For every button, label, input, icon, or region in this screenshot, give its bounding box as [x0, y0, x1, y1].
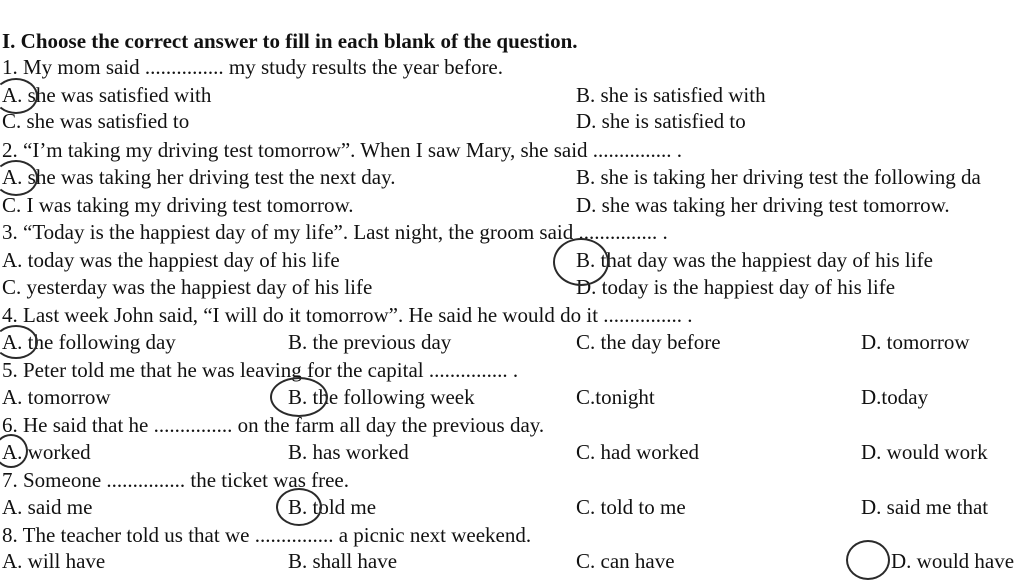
question-1-option-b[interactable]: B. she is satisfied with [576, 83, 766, 107]
question-4-stem: 4. Last week John said, “I will do it tomorrow”. He said he would do it ............... . [2, 303, 693, 327]
question-6-stem: 6. He said that he ............... on the farm all day the previous day. [2, 413, 545, 437]
question-2-option-d[interactable]: D. she was taking her driving test tomorrow. [576, 193, 950, 217]
question-8-option-d[interactable]: D. would have [891, 549, 1015, 573]
question-4-option-d[interactable]: D. tomorrow [861, 330, 970, 354]
question-2-option-c[interactable]: C. I was taking my driving test tomorrow. [2, 193, 354, 217]
question-6-option-a[interactable]: A. worked [2, 440, 91, 464]
page-title: I. Choose the correct answer to fill in each blank of the question. [2, 29, 578, 53]
question-2-option-a[interactable]: A. she was taking her driving test the next day. [2, 165, 396, 189]
question-3-option-d[interactable]: D. today is the happiest day of his life [576, 275, 896, 299]
question-5-stem: 5. Peter told me that he was leaving for the capital ............... . [2, 358, 519, 382]
question-6-option-b[interactable]: B. has worked [288, 440, 409, 464]
question-5-option-b[interactable]: B. the following week [288, 385, 475, 409]
question-3-option-b[interactable]: B. that day was the happiest day of his life [576, 248, 933, 272]
question-1-stem: 1. My mom said ............... my study results the year before. [2, 55, 504, 79]
question-2-stem: 2. “I’m taking my driving test tomorrow”. When I saw Mary, she said ............... . [2, 138, 683, 162]
question-8-option-c[interactable]: C. can have [576, 549, 675, 573]
question-7-stem: 7. Someone ............... the ticket was free. [2, 468, 349, 492]
question-3-stem: 3. “Today is the happiest day of my life”. Last night, the groom said ............... . [2, 220, 668, 244]
question-5-option-a[interactable]: A. tomorrow [2, 385, 111, 409]
question-1-option-d[interactable]: D. she is satisfied to [576, 109, 746, 133]
question-8-option-b[interactable]: B. shall have [288, 549, 398, 573]
question-7-option-b[interactable]: B. told me [288, 495, 377, 519]
question-4-option-c[interactable]: C. the day before [576, 330, 721, 354]
question-3-option-c[interactable]: C. yesterday was the happiest day of his life [2, 275, 373, 299]
question-4-option-b[interactable]: B. the previous day [288, 330, 452, 354]
question-1-option-c[interactable]: C. she was satisfied to [2, 109, 190, 133]
question-7-option-d[interactable]: D. said me that [861, 495, 989, 519]
question-6-option-c[interactable]: C. had worked [576, 440, 700, 464]
question-1-option-a[interactable]: A. she was satisfied with [2, 83, 212, 107]
question-6-option-d[interactable]: D. would work [861, 440, 988, 464]
question-2-option-b[interactable]: B. she is taking her driving test the following da [576, 165, 981, 189]
question-3-option-a[interactable]: A. today was the happiest day of his life [2, 248, 340, 272]
question-8-stem: 8. The teacher told us that we ............... a picnic next weekend. [2, 523, 532, 547]
question-7-option-a[interactable]: A. said me [2, 495, 93, 519]
question-8-option-a[interactable]: A. will have [2, 549, 106, 573]
question-7-option-c[interactable]: C. told to me [576, 495, 686, 519]
question-5-option-c[interactable]: C.tonight [576, 385, 655, 409]
question-4-option-a[interactable]: A. the following day [2, 330, 176, 354]
answer-mark-q8 [846, 540, 890, 580]
question-5-option-d[interactable]: D.today [861, 385, 929, 409]
